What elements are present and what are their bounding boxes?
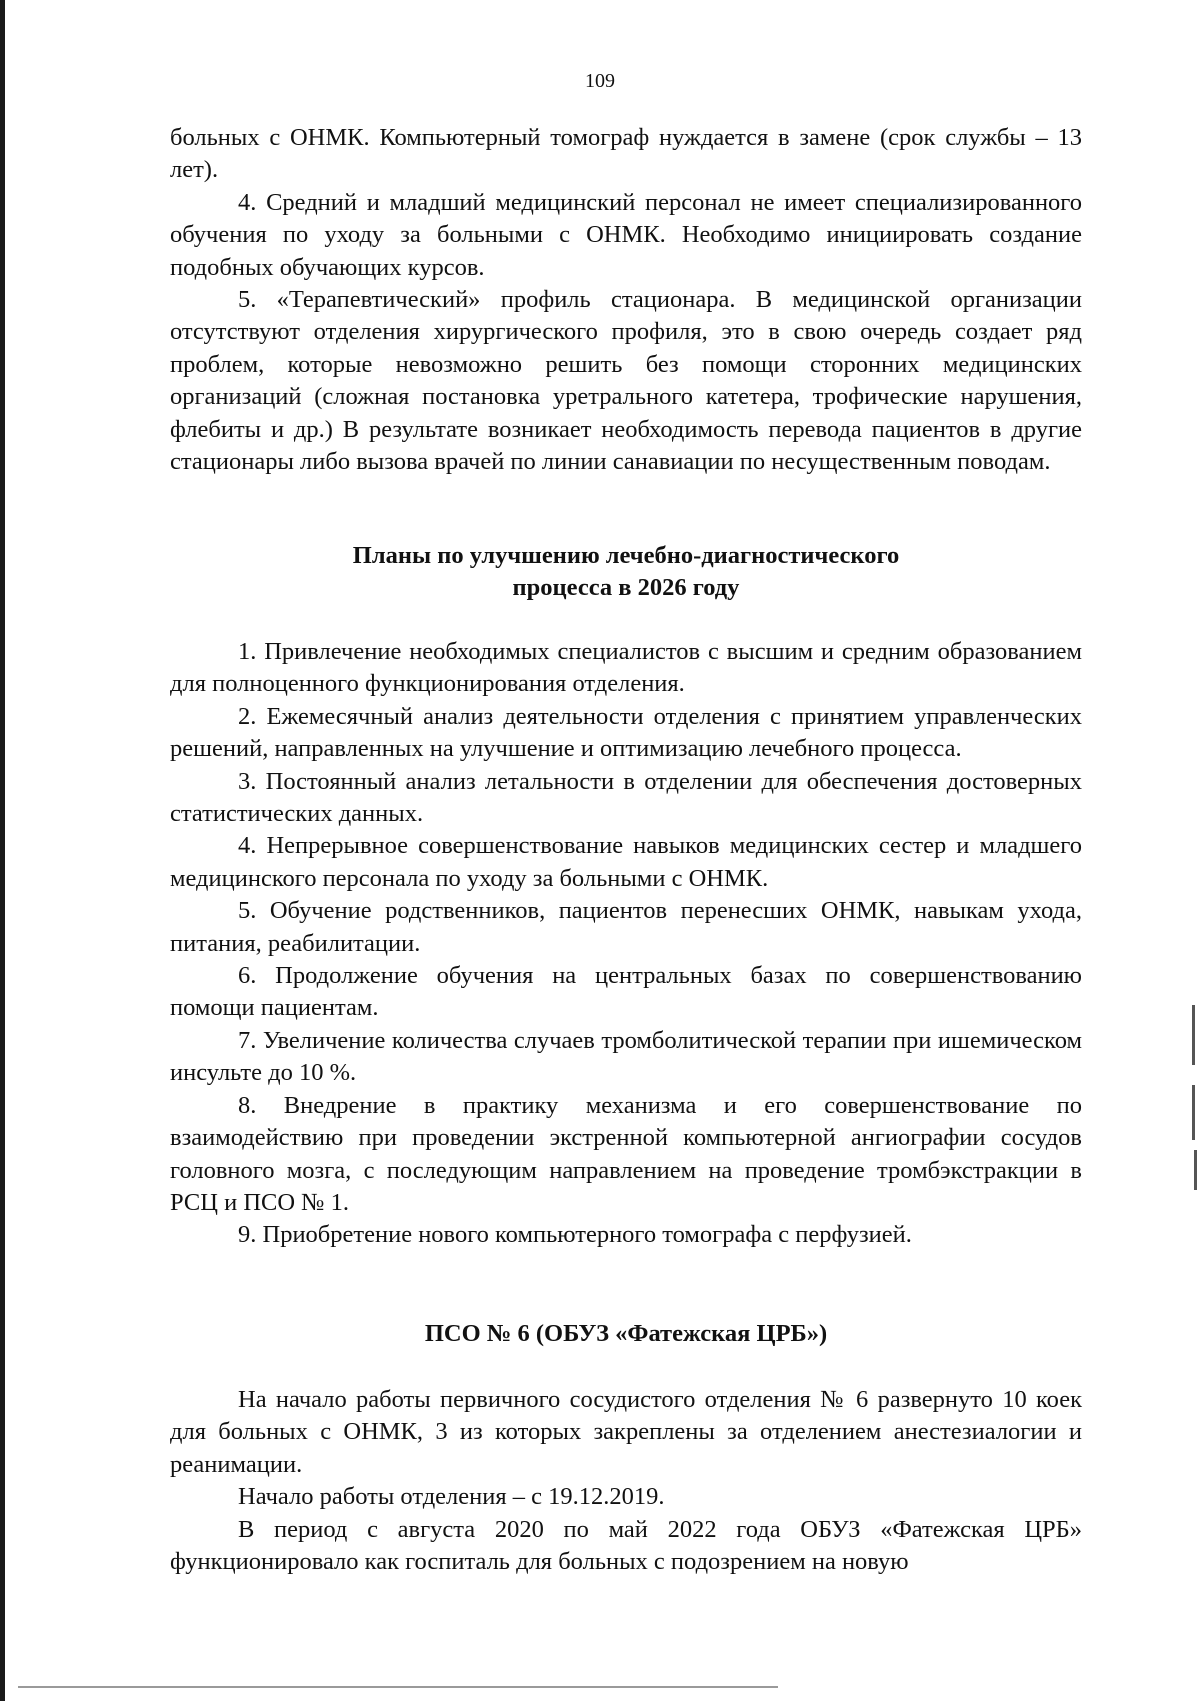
top-text-block: [170, 122, 1082, 478]
paragraph: В период с августа 2020 по май 2022 года ОБУЗ «Фатежская ЦРБ» функционировало как госпиталь для больных с подозрением на новую: [170, 1515, 1082, 1576]
plans-heading-line: процесса в 2026 году: [512, 574, 740, 602]
paragraph: Начало работы отделения – с 19.12.2019.: [238, 1483, 665, 1511]
plans-heading-line: Планы по улучшению лечебно-диагностического: [352, 542, 900, 569]
paragraph: больных с ОНМК. Компьютерный томограф нуждается в замене (срок службы – 13 лет).: [170, 124, 1082, 184]
scan-left-edge: [0, 0, 5, 1701]
paragraph: 5. «Терапевтический» профиль стационара. В медицинской организации отсутствуют отделения хирургического профиля, это в свою очередь создает ряд проблем, которые невозможно решить без помощи сторонних медицинских организаций (сложная постановка уретрального катетера, трофические нарушения, флебиты и др.) В результате возникает необходимость перевода пациентов в другие стационары либо вызова врачей по линии санавиации по несущественным поводам.: [170, 286, 1082, 476]
list-item: 7. Увеличение количества случаев тромболитической терапии при ишемическом инсульте до 10 %.: [170, 1026, 1082, 1087]
list-item: 5. Обучение родственников, пациентов перенесших ОНМК, навыкам ухода, питания, реабилитации.: [170, 897, 1082, 957]
list-item: 1. Привлечение необходимых специалистов с высшим и средним образованием для полноценного функционирования отделения.: [170, 638, 1082, 698]
plans-list: [170, 636, 1082, 1252]
list-item: 9. Приобретение нового компьютерного томографа с перфузией.: [238, 1221, 912, 1249]
page-number: 109: [585, 70, 615, 92]
pso-heading: ПСО № 6 (ОБУЗ «Фатежская ЦРБ»): [424, 1320, 828, 1347]
list-item: 2. Ежемесячный анализ деятельности отделения с принятием управленческих решений, направленных на улучшение и оптимизацию лечебного процесса.: [170, 702, 1082, 763]
scan-right-mark: [1192, 1005, 1195, 1065]
paragraph: 4. Средний и младший медицинский персонал не имеет специализированного обучения по уходу за больными с ОНМК. Необходимо инициировать создание подобных обучающих курсов.: [170, 188, 1082, 281]
paragraph: На начало работы первичного сосудистого отделения № 6 развернуто 10 коек для больных с ОНМК, 3 из которых закреплены за отделением анестезиалогии и реанимации.: [170, 1386, 1082, 1478]
list-item: 4. Непрерывное совершенствование навыков медицинских сестер и младшего медицинского персонала по уходу за больными с ОНМК.: [170, 832, 1082, 892]
plans-heading: [170, 540, 1082, 605]
scan-right-mark: [1194, 1150, 1197, 1190]
list-item: 6. Продолжение обучения на центральных базах по совершенствованию помощи пациентам.: [170, 962, 1082, 1022]
pso-text-block: [170, 1384, 1082, 1578]
scan-bottom-edge: [18, 1686, 778, 1688]
list-item: 3. Постоянный анализ летальности в отделении для обеспечения достоверных статистических данных.: [170, 767, 1082, 828]
list-item: 8. Внедрение в практику механизма и его совершенствование по взаимодействию при проведении экстренной компьютерной ангиографии сосудов головного мозга, с последующим направлением на проведение тромбэкстракции в РСЦ и ПСО № 1.: [170, 1091, 1082, 1216]
scan-right-mark: [1192, 1085, 1195, 1140]
